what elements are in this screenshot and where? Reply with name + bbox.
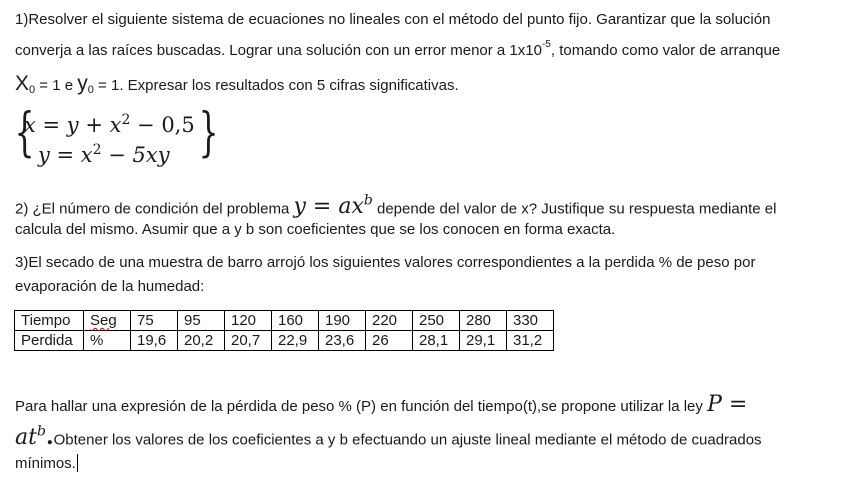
table-cell: 160 [272,311,319,331]
eq1-exponent: 2 [121,112,131,128]
problem3-line1: 3)El secado de una muestra de barro arrojó los siguientes valores correspondientes a la perdida % de peso por [15,254,756,271]
problem2-line1 [15,193,776,219]
problem1-line3 [15,72,459,96]
table-cell: 95 [178,311,225,331]
problem3-para-line1 [15,392,747,417]
table-cell [84,311,131,331]
table-cell: 28,1 [413,331,460,351]
eq1-lhs: x = y + x [24,113,122,137]
table-cell: 250 [413,311,460,331]
para-line3-text: mínimos. [15,455,76,472]
problem1-line3-post: = 1. Expresar los resultados con 5 cifras significativas. [93,77,459,94]
problem2-line1-post: depende del valor de x? Justifique su respuesta mediante el [372,200,777,218]
para-line1-text: Para hallar una expresión de la pérdida de peso % (P) en función del tiempo(t),se propone utilizar la ley [15,398,708,415]
problem1-line1: 1)Resolver el siguiente sistema de ecuaciones no lineales con el método del punto fijo. Garantizar que la solución [15,11,771,28]
table-cell: Tiempo [15,311,84,331]
table-cell: 280 [460,311,507,331]
table-cell: 19,6 [131,331,178,351]
table-cell: 20,7 [225,331,272,351]
para-line2-text: Obtener los valores de los coeficientes a y b efectuando un ajuste lineal mediante el método de cuadrados [53,431,762,449]
data-table [14,310,554,351]
table-cell: 75 [131,311,178,331]
x0-variable: X [15,72,30,95]
formula-at-exponent: b [36,424,46,440]
table-cell: 20,2 [178,331,225,351]
problem3-line2: evaporación de la humedad: [15,278,205,295]
table-cell: % [84,331,131,351]
problem1-line2 [15,41,780,59]
left-brace: { [14,103,35,163]
table-cell: 120 [225,311,272,331]
problem3-para-line2 [15,424,762,450]
y0-subscript: 0 [87,84,94,96]
formula-at-b [15,425,54,450]
problem1-line2-post: , tomando como valor de arranque [550,42,781,59]
table-row-tiempo [15,311,554,331]
table-cell: 23,6 [319,331,366,351]
x0-subscript: 0 [29,84,36,96]
x0-mid: = 1 e [35,77,78,94]
table-cell: Perdida [15,331,84,351]
formula-dot: . [45,424,54,451]
formula-y-ax-b [293,194,372,219]
error-exponent: -5 [541,39,551,50]
problem1-line2-text: converja a las raíces buscadas. Lograr una solución con un error menor a 1x10 [15,42,542,59]
table-cell: 29,1 [460,331,507,351]
eq2-rest: − 5xy [101,143,170,167]
formula-base: y = ax [293,194,364,220]
table-cell: 31,2 [507,331,554,351]
table-cell: 190 [319,311,366,331]
formula-P-equals: P = [707,392,748,417]
equation-1 [24,112,195,137]
problem2-line2: calcula del mismo. Asumir que a y b son coeficientes que se los conocen en forma exacta. [15,221,616,238]
formula-at: at [15,425,37,451]
table-cell: 330 [507,311,554,331]
table-cell: 26 [366,331,413,351]
eq1-rest: − 0,5 [130,113,195,137]
y0-variable: y [77,72,88,95]
eq2-exponent: 2 [92,142,102,158]
formula-exponent: b [363,193,373,209]
text-cursor [77,454,78,472]
table-cell: 220 [366,311,413,331]
equation-2 [38,142,170,167]
spellcheck-underlined-word[interactable]: Seg [90,312,117,329]
table-row-perdida [15,331,554,351]
table-cell: 22,9 [272,331,319,351]
eq2-lhs: y = x [38,143,93,167]
problem2-line1-text: 2) ¿El número de condición del problema [15,200,294,218]
right-brace: } [198,103,219,163]
problem3-para-line3 [15,454,78,472]
